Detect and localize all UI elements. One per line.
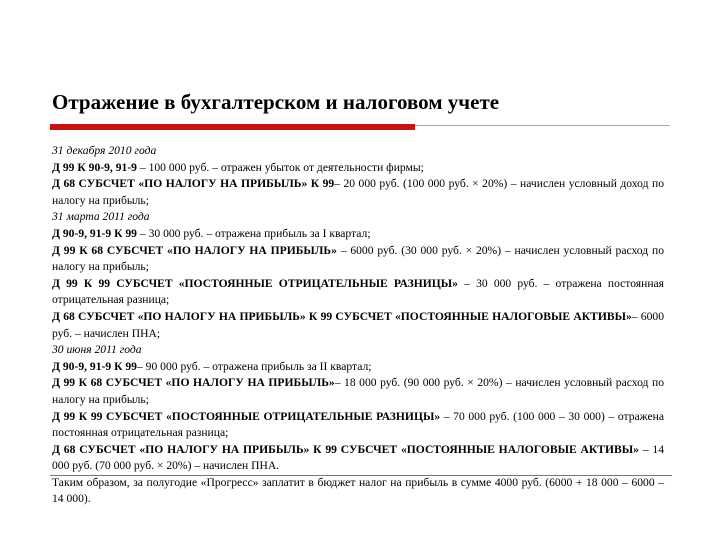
entry-account: Д 99 К 99 СУБСЧЕТ «ПОСТОЯННЫЕ ОТРИЦАТЕЛЬНЫЕ РАЗНИЦЫ» xyxy=(52,276,458,290)
title-accent-bar xyxy=(50,124,415,130)
content-body xyxy=(52,143,664,508)
date-heading: 31 декабря 2010 года xyxy=(52,144,157,157)
date-heading: 31 марта 2011 года xyxy=(52,210,150,224)
entry-account: Д 68 СУБСЧЕТ «ПО НАЛОГУ НА ПРИБЫЛЬ» К 99 xyxy=(52,177,335,191)
entry-account: Д 99 К 99 СУБСЧЕТ «ПОСТОЯННЫЕ ОТРИЦАТЕЛЬНЫЕ РАЗНИЦЫ» xyxy=(52,409,441,423)
entry-account: Д 90-9, 91-9 К 99 xyxy=(52,226,137,240)
entry-description: – 100 000 руб. – отражен убыток от деятельности фирмы; xyxy=(136,160,424,174)
entry-description: – 20 000 руб. (100 000 руб. × 20%) – начислен условный доход по налогу на прибыль; xyxy=(52,177,664,207)
entry-line xyxy=(52,442,664,475)
entry-description: – 6000 руб. – начислен ПНА; xyxy=(52,309,664,340)
entry-description: – 18 000 руб. (90 000 руб. × 20%) – начислен условный расход по налогу на прибыль; xyxy=(52,376,664,406)
entry-account: Д 99 К 68 СУБСЧЕТ «ПО НАЛОГУ НА ПРИБЫЛЬ» xyxy=(52,376,335,390)
entry-description: – 70 000 руб. (100 000 – 30 000) – отражена постоянная отрицательная разница; xyxy=(52,409,665,440)
date-heading: 30 июня 2011 года xyxy=(52,343,142,357)
entry-account: Д 68 СУБСЧЕТ «ПО НАЛОГУ НА ПРИБЫЛЬ» К 99 СУБСЧЕТ «ПОСТОЯННЫЕ НАЛОГОВЫЕ АКТИВЫ» xyxy=(52,442,639,456)
entry-account: Д 99 К 90-9, 91-9 xyxy=(52,160,137,174)
entry-line xyxy=(52,409,664,442)
entry-account: Д 90-9, 91-9 К 99 xyxy=(52,359,137,373)
entry-line xyxy=(52,375,664,408)
bottom-divider-line xyxy=(50,475,672,476)
entry-line xyxy=(52,243,664,276)
entry-description: – 30 000 руб. – отражена постоянная отрицательная разница; xyxy=(52,276,665,307)
entry-line xyxy=(52,309,664,342)
entry-account: Д 99 К 68 СУБСЧЕТ «ПО НАЛОГУ НА ПРИБЫЛЬ» xyxy=(52,243,337,257)
entry-description: – 6000 руб. (30 000 руб. × 20%) – начислен условный расход по налогу на прибыль; xyxy=(52,243,664,274)
conclusion-paragraph xyxy=(52,475,664,508)
conclusion-text: Таким образом, за полугодие «Прогресс» заплатит в бюджет налог на прибыль в сумме 4000 руб. (6000 + 18 000 – 6000 – 14 000). xyxy=(52,475,664,506)
entry-line xyxy=(52,226,664,243)
entry-line xyxy=(52,276,664,309)
entry-description: – 90 000 руб. – отражена прибыль за II квартал; xyxy=(136,359,372,373)
entry-account: Д 68 СУБСЧЕТ «ПО НАЛОГУ НА ПРИБЫЛЬ» К 99 СУБСЧЕТ «ПОСТОЯННЫЕ НАЛОГОВЫЕ АКТИВЫ» xyxy=(52,309,632,323)
slide-title: Отражение в бухгалтерском и налоговом учете xyxy=(52,90,500,114)
entry-line xyxy=(52,176,664,209)
entry-line xyxy=(52,359,664,376)
entry-description: – 14 000 руб. (70 000 руб. × 20%) – начислен ПНА. xyxy=(52,442,664,473)
entry-description: – 30 000 руб. – отражена прибыль за I квартал; xyxy=(136,226,371,240)
entry-line xyxy=(52,160,664,177)
